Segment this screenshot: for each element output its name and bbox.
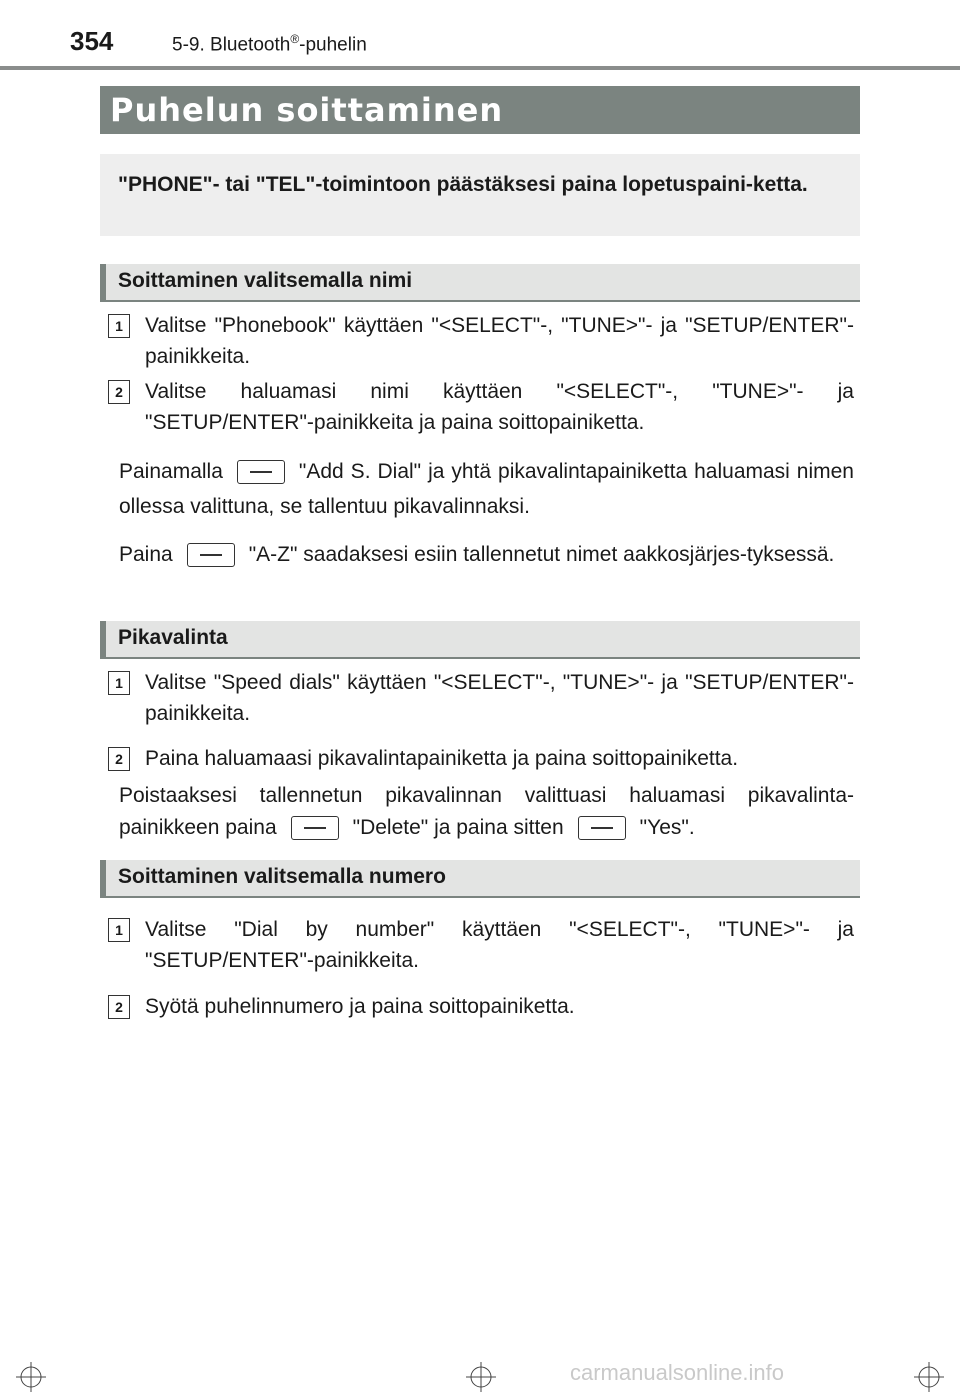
page-title-bar [100, 86, 860, 134]
step-number: 1 [108, 314, 130, 338]
section-heading-numero: Soittaminen valitsemalla numero [100, 860, 860, 896]
note-text: Painamalla "Add S. Dial" ja yhtä pikavalintapainiketta haluamasi nimen ollessa valittuna, se tallentuu pikavalinnaksi. [119, 460, 854, 518]
watermark-url: carmanualsonline.info [570, 1360, 785, 1385]
step-number: 2 [108, 747, 130, 771]
registration-mark-icon [16, 1362, 46, 1392]
menu-button-icon [291, 816, 339, 840]
registration-mark-icon [914, 1362, 944, 1392]
chapter-title: 5-9. Bluetooth®-puhelin [172, 32, 367, 56]
step-text: Valitse "Phonebook" käyttäen "<SELECT"-, "TUNE>"- ja "SETUP/ENTER"-painikkeita. [145, 314, 854, 368]
intro-box [100, 154, 860, 236]
page-number: 354 [70, 26, 114, 56]
step-text: Valitse "Dial by number" käyttäen "<SELECT"-, "TUNE>"- ja "SETUP/ENTER"-painikkeita. [145, 918, 854, 972]
step-text: Paina haluamaasi pikavalintapainiketta ja paina soittopainiketta. [145, 747, 739, 770]
header-rule [0, 66, 960, 70]
step-text: Syötä puhelinnumero ja paina soittopainiketta. [145, 995, 575, 1018]
menu-button-icon [578, 816, 626, 840]
section-heading-pikavalinta: Pikavalinta [100, 621, 860, 657]
step-number: 2 [108, 995, 130, 1019]
menu-button-icon [187, 543, 235, 567]
registration-mark-icon [466, 1362, 496, 1392]
intro-text: "PHONE"- tai "TEL"-toimintoon päästäksesi paina lopetuspaini-ketta. [118, 173, 808, 196]
step-number: 2 [108, 380, 130, 404]
step-text: Valitse haluamasi nimi käyttäen "<SELECT"-, "TUNE>"- ja "SETUP/ENTER"-painikkeita ja paina soittopainiketta. [145, 380, 854, 434]
step-number: 1 [108, 671, 130, 695]
step-text: Valitse "Speed dials" käyttäen "<SELECT"-, "TUNE>"- ja "SETUP/ENTER"-painikkeita. [145, 671, 854, 725]
section-heading-nimi: Soittaminen valitsemalla nimi [100, 264, 860, 300]
page-header [0, 0, 960, 70]
step-number: 1 [108, 918, 130, 942]
menu-button-icon [237, 460, 285, 484]
page-title: Puhelun soittaminen [110, 91, 504, 129]
note-text: Paina "A-Z" saadaksesi esiin tallennetut nimet aakkosjärjes-tyksessä. [119, 543, 835, 566]
note-text: Poistaaksesi tallennetun pikavalinnan valittuasi haluamasi pikavalinta-painikkeen paina "Delete" ja paina sitten "Yes". [119, 784, 854, 839]
